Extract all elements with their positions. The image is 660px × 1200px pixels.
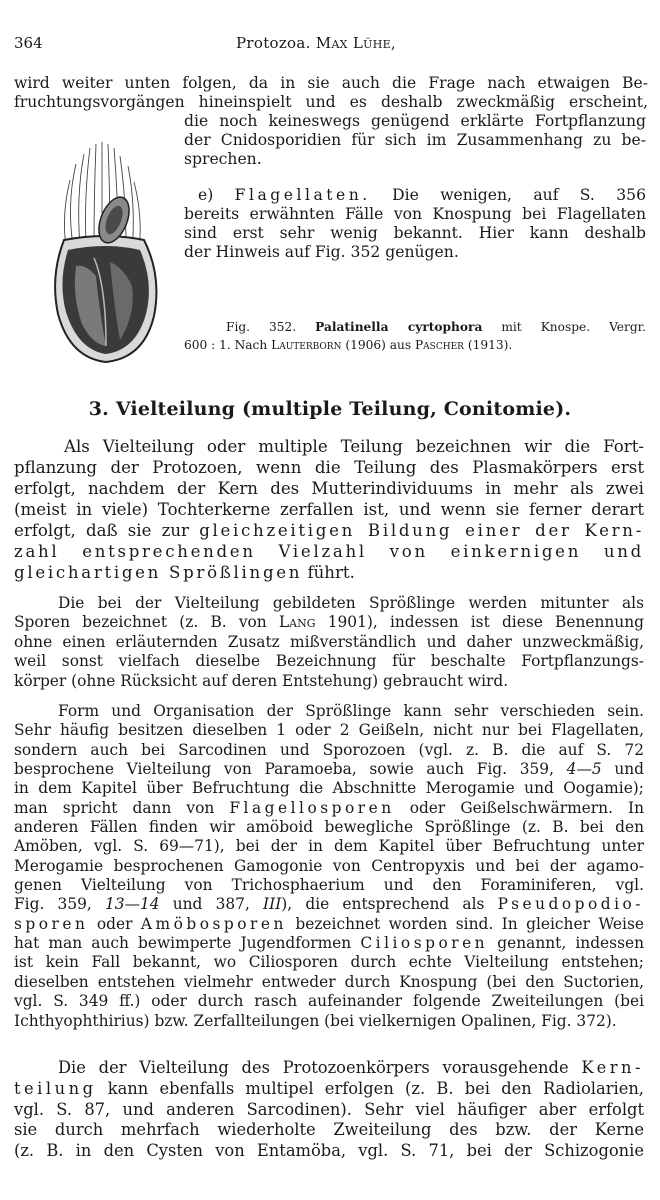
text-fragment: besprochene Vielteilung von Paramoeba, sowie auch Fig. 359,: [14, 760, 554, 779]
running-header: [14, 34, 644, 56]
text-line: Ichthyophthirius) bzw. Zerfallteilungen (bei vielkernigen Opalinen, Fig. 372).: [14, 1011, 617, 1030]
text-line: der Hinweis auf Fig. 352 genügen.: [184, 243, 459, 261]
text-fragment: 1901), indessen ist diese Benennung: [327, 613, 644, 632]
text-line: ohne einen erläuternden Zusatz mißverständlich und daher unzweckmäßig,: [14, 632, 644, 651]
text-line: [14, 1058, 644, 1079]
text-fragment: erfolgt, daß sie zur: [14, 521, 189, 540]
text-fragment: Die der Vielteilung des Protozoenkörpers vorausgehende: [58, 1058, 569, 1077]
text-line: in dem Kapitel über Befruchtung die Abschnitte Merogamie und Oogamie);: [14, 779, 644, 798]
text-fragment: hat man auch bewimperte Jugendformen: [14, 934, 352, 953]
caption-fragment: (1913).: [467, 338, 513, 352]
text-line: (z. B. in den Cysten von Entamöba, vgl. S. 71, bei der Schizogonie: [14, 1141, 644, 1161]
caption-fragment: (1906) aus: [345, 338, 412, 352]
text-fragment: Fig. 359,: [14, 895, 92, 914]
text-line: Als Vielteilung oder multiple Teilung bezeichnen wir die Fort-: [64, 437, 644, 456]
text-line: erfolgt, nachdem der Kern des Mutterindividuums in mehr als zwei: [14, 479, 644, 498]
text-fragment: man spricht dann von: [14, 798, 215, 817]
text-fragment: oder Geißelschwärmern. In: [409, 798, 644, 817]
text-line: [14, 613, 644, 632]
text-line: [14, 760, 644, 779]
text-line: körper (ohne Rücksicht auf deren Entstehung) gebraucht wird.: [14, 671, 509, 690]
running-title-author: Max Lühe,: [315, 34, 397, 52]
text-fragment: und: [614, 760, 644, 779]
italic-text: 13—14: [104, 895, 160, 914]
text-line: bereits erwähnten Fälle von Knospung bei Flagellaten: [184, 205, 646, 223]
text-fragment: oder: [96, 914, 133, 933]
spaced-text: gleichartigen Sprößlingen: [14, 563, 303, 582]
caption-author: Lauterborn: [271, 338, 342, 352]
subsection-marker: e): [198, 186, 214, 204]
text-line: sprechen.: [184, 150, 262, 168]
italic-text: 4—5: [566, 760, 602, 779]
text-line: Amöben, vgl. S. 69—71), bei der in dem Kapitel über Befruchtung unter: [14, 837, 644, 856]
text-line: wird weiter unten folgen, da in sie auch die Frage nach etwaigen Be-: [14, 74, 648, 92]
spaced-text: Kern-: [581, 1058, 644, 1077]
author-name: Lang: [278, 613, 316, 632]
text-fragment: führt.: [307, 563, 355, 582]
text-line: sondern auch bei Sarcodinen und Sporozoen (vgl. z. B. die auf S. 72: [14, 740, 644, 759]
page-number: 364: [14, 34, 43, 52]
figure-caption: [184, 318, 646, 354]
text-fragment: ), die entsprechend als: [281, 895, 485, 914]
text-line: weil sonst vielfach dieselbe Bezeichnung für beschalte Fortpflanzungs-: [14, 652, 644, 671]
subsection-title: Flagellaten.: [234, 186, 371, 204]
running-title-prefix: Protozoa.: [236, 34, 311, 52]
intro-paragraph: [14, 74, 648, 112]
text-line: [14, 520, 644, 541]
text-line: genen Vielteilung von Trichosphaerium und den Foraminiferen, vgl.: [14, 876, 644, 895]
spaced-text: sporen: [14, 914, 89, 933]
text-line: Sehr häufig besitzen dieselben 1 oder 2 Geißeln, nicht nur bei Flagellaten,: [14, 721, 644, 740]
spaced-text: teilung: [14, 1078, 97, 1098]
text-line: sie durch mehrfach wiederholte Zweiteilung des bzw. der Kerne: [14, 1120, 644, 1140]
paragraph-form-organisation: [14, 702, 644, 1031]
text-line: [14, 562, 644, 583]
caption-line: [184, 336, 646, 354]
paragraph-vielteilung-definition: [14, 436, 644, 583]
text-fragment: genannt, indessen: [497, 934, 644, 953]
text-line: Form und Organisation der Sprößlinge kann sehr verschieden sein.: [58, 702, 644, 720]
text-fragment: und 387,: [172, 895, 250, 914]
text-line: vgl. S. 349 ff.) oder durch rasch aufeinander folgende Zweiteilungen (bei: [14, 992, 644, 1011]
paragraph-kernteilung: [14, 1058, 644, 1162]
text-line: anderen Fällen finden wir amöboid bewegliche Sprößlinge (z. B. bei den: [14, 818, 644, 837]
text-fragment: Die wenigen, auf S. 356: [392, 186, 646, 204]
text-line: [14, 915, 644, 934]
figure-palatinella-illustration: [36, 136, 172, 368]
side-paragraph: [184, 112, 646, 169]
text-line: [14, 541, 644, 562]
spaced-text: Pseudopodio-: [497, 895, 644, 914]
spaced-text: Flagellosporen: [229, 798, 395, 817]
spaced-text: Amöbosporen: [140, 914, 287, 933]
text-line: fruchtungsvorgängen hineinspielt und es deshalb zweckmäßig erscheint,: [14, 93, 648, 111]
text-line: (meist in viele) Tochterkerne zerfallen ist, und wenn sie ferner derart: [14, 500, 644, 519]
spaced-text: gleichzeitigen Bildung einer der Kern-: [199, 521, 645, 540]
figure-label: Fig. 352.: [226, 320, 297, 334]
paragraph-sporen: [14, 594, 644, 691]
text-line: pflanzung der Protozoen, wenn die Teilung des Plasmakörpers erst: [14, 458, 644, 477]
figure-species: Palatinella cyrtophora: [315, 320, 483, 334]
text-line: vgl. S. 87, und anderen Sarcodinen). Sehr viel häufiger aber erfolgt: [14, 1099, 644, 1119]
caption-line: [184, 318, 646, 336]
running-title: [236, 34, 396, 52]
text-line: der Cnidosporidien für sich im Zusammenhang zu be-: [184, 131, 646, 149]
caption-fragment: 600 : 1. Nach: [184, 338, 268, 352]
text-fragment: bezeichnet worden sind. In gleicher Weise: [295, 914, 644, 933]
text-line: [14, 895, 644, 914]
text-fragment: kann ebenfalls multipel erfolgen (z. B. bei den Radiolarien,: [107, 1078, 644, 1098]
text-line: dieselben entstehen vielmehr entweder durch Knospung (bei den Suctorien,: [14, 972, 644, 991]
text-line: [184, 186, 646, 205]
text-line: Die bei der Vielteilung gebildeten Sprößlinge werden mitunter als: [58, 594, 644, 612]
text-line: Merogamie besprochenen Gamogonie von Centropyxis und bei der agamo-: [14, 856, 644, 875]
text-fragment: Sporen bezeichnet (z. B. von: [14, 613, 267, 632]
text-line: ist kein Fall bekannt, wo Ciliosporen durch echte Vielteilung entstehen;: [14, 953, 644, 972]
section-heading: 3. Vielteilung (multiple Teilung, Conitomie).: [88, 398, 572, 420]
text-line: [14, 934, 644, 953]
caption-fragment: mit Knospe. Vergr.: [501, 320, 647, 334]
spaced-text: Ciliosporen: [360, 934, 489, 953]
spaced-text: zahl entsprechenden Vielzahl von einkernigen und: [14, 542, 644, 561]
italic-text: III: [263, 895, 282, 914]
text-line: [14, 799, 644, 818]
text-line: die noch keineswegs genügend erklärte Fortpflanzung: [184, 112, 646, 130]
flagellaten-paragraph: [184, 186, 646, 262]
text-line: [14, 1079, 644, 1100]
text-line: sind erst sehr wenig bekannt. Hier kann deshalb: [184, 224, 646, 242]
caption-author: Pascher: [414, 338, 464, 352]
